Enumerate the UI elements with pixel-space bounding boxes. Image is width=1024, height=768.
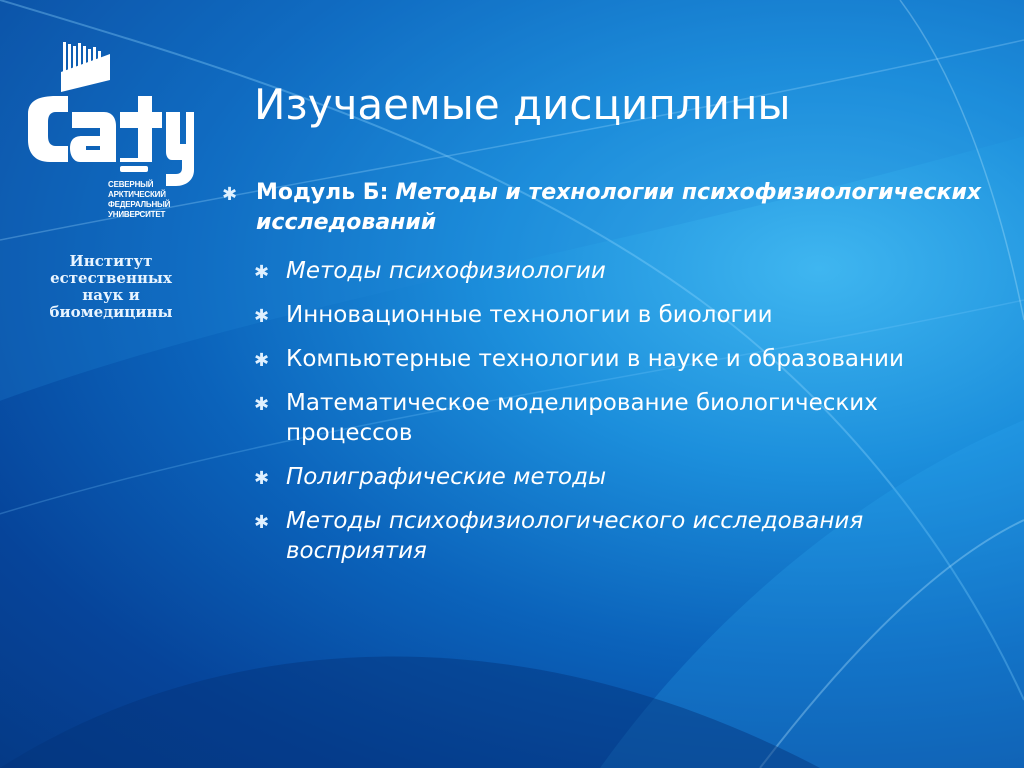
asterisk-bullet-icon: ✱ bbox=[222, 184, 238, 205]
university-name-line: ФЕДЕРАЛЬНЫЙ bbox=[108, 200, 171, 209]
asterisk-bullet-icon: ✱ bbox=[254, 468, 270, 489]
institute-line: Институт bbox=[69, 252, 153, 270]
university-name-line: СЕВЕРНЫЙ bbox=[108, 180, 154, 189]
list-item-text: Методы психофизиологии bbox=[286, 258, 606, 284]
list-item bbox=[222, 256, 1002, 286]
asterisk-bullet-icon: ✱ bbox=[254, 306, 270, 327]
list-item-text: Компьютерные технологии в науке и образовании bbox=[286, 346, 904, 372]
slide-title: Изучаемые дисциплины bbox=[254, 80, 791, 129]
discipline-list bbox=[222, 178, 1002, 580]
list-item-text: Инновационные технологии в биологии bbox=[286, 302, 773, 328]
institute-name bbox=[26, 253, 196, 321]
university-name bbox=[108, 180, 188, 220]
list-item-text: Полиграфические методы bbox=[286, 464, 607, 490]
asterisk-bullet-icon: ✱ bbox=[254, 512, 270, 533]
university-name-line: АРКТИЧЕСКИЙ bbox=[108, 190, 166, 199]
institute-line: наук и bbox=[82, 286, 140, 304]
asterisk-bullet-icon: ✱ bbox=[254, 350, 270, 371]
asterisk-bullet-icon: ✱ bbox=[254, 262, 270, 283]
list-item-text: Математическое моделирование биологических процессов bbox=[286, 390, 878, 446]
list-item bbox=[222, 462, 1002, 492]
list-item bbox=[222, 300, 1002, 330]
module-label: Модуль Б: bbox=[256, 180, 389, 205]
asterisk-bullet-icon: ✱ bbox=[254, 394, 270, 415]
institute-line: биомедицины bbox=[49, 303, 173, 321]
list-item bbox=[222, 506, 1002, 566]
list-item bbox=[222, 388, 1002, 448]
list-item-text: Методы психофизиологического исследования восприятия bbox=[286, 508, 864, 564]
module-title: Методы и технологии психофизиологических исследований bbox=[256, 180, 982, 235]
module-item bbox=[222, 178, 1002, 238]
institute-line: естественных bbox=[50, 269, 172, 287]
list-item bbox=[222, 344, 1002, 374]
university-name-line: УНИВЕРСИТЕТ bbox=[108, 210, 166, 219]
